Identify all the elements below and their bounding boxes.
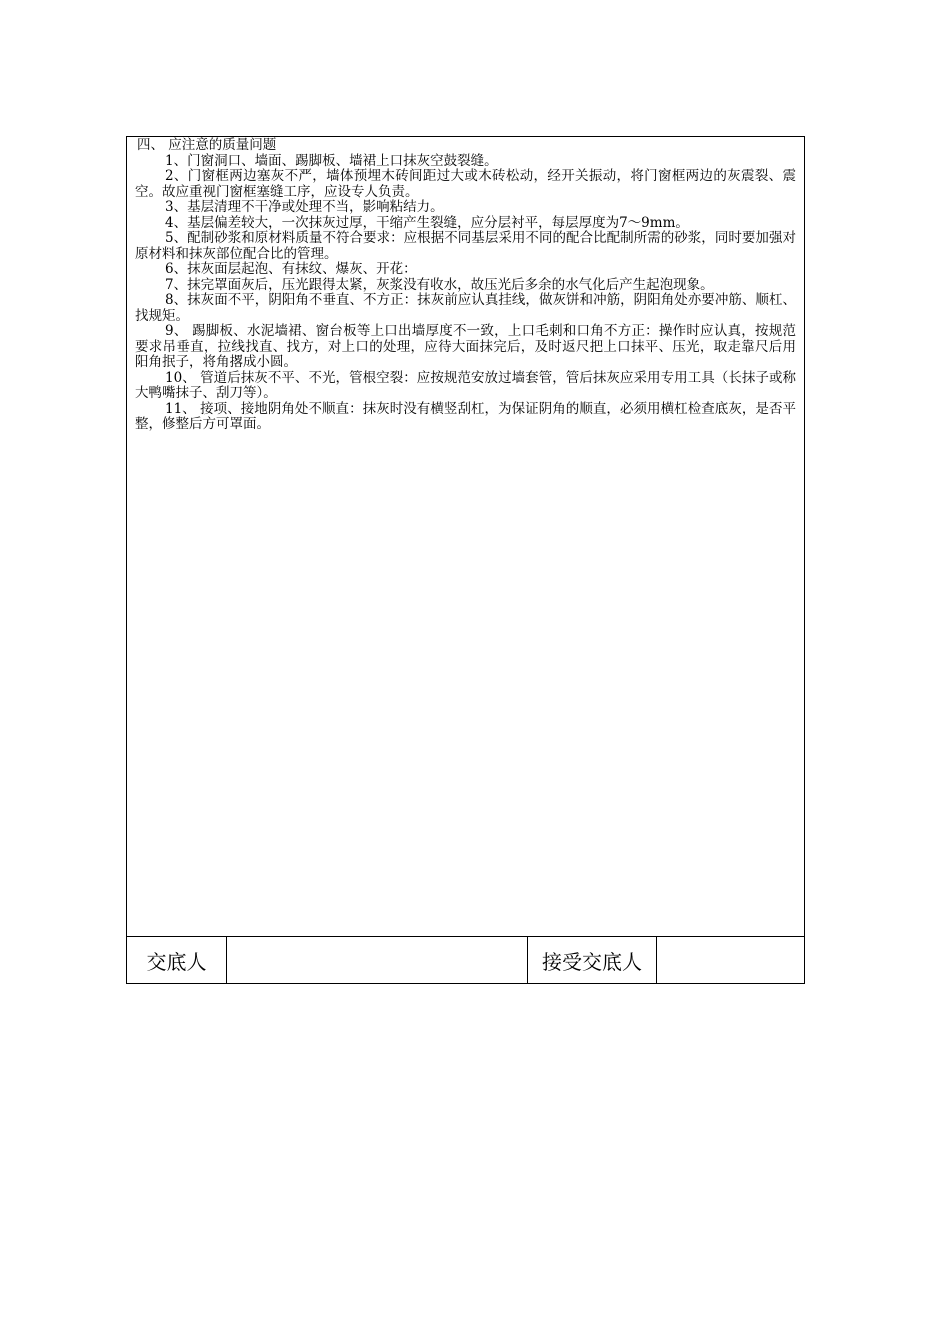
list-item: 1、门窗洞口、墙面、踢脚板、墙裙上口抹灰空鼓裂缝。 [165,152,498,169]
receiver-signature-field[interactable] [657,937,804,983]
list-item: 9、 踢脚板、水泥墙裙、窗台板等上口出墙厚度不一致，上口毛刺和口角不方正：操作时应认真，按规范要求吊垂直，拉线找直、找方，对上口的处理，应待大面抹完后，及时返尺把上口抹平、压光，取走靠尺后用阳角抿子，将角撂成小圆。 [135,323,796,370]
disclosure-form [126,136,805,984]
list-item: 7、抹完罩面灰后，压光跟得太紧，灰浆没有收水，故压光后多余的水气化后产生起泡现象。 [165,276,714,293]
presenter-label: 交底人 [127,937,227,983]
list-item: 5、配制砂浆和原材料质量不符合要求：应根据不同基层采用不同的配合比配制所需的砂浆，同时要加强对原材料和抹灰部位配合比的管理。 [135,230,796,262]
list-item: 10、 管道后抹灰不平、不光，管根空裂：应按规范安放过墙套管，管后抹灰应采用专用工具（长抹子或称大鸭嘴抹子、刮刀等）。 [135,369,796,401]
signature-row [127,937,804,983]
list-item: 2、门窗框两边塞灰不严，墙体预埋木砖间距过大或木砖松动，经开关振动，将门窗框两边的灰震裂、震空。故应重视门窗框塞缝工序，应设专人负责。 [135,168,796,200]
receiver-label: 接受交底人 [528,937,657,983]
list-item: 4、基层偏差较大，一次抹灰过厚，干缩产生裂缝，应分层衬平，每层厚度为7～9mm。 [165,214,689,231]
list-item: 8、抹灰面不平，阴阳角不垂直、不方正：抹灰前应认真挂线，做灰饼和冲筋，阴阳角处亦要冲筋、顺杠、找规矩。 [135,292,796,324]
content-cell [127,137,804,937]
list-item: 3、基层清理不干净或处理不当，影响粘结力。 [165,199,444,215]
list-item: 11、 接项、接地阴角处不顺直：抹灰时没有横竖刮杠，为保证阴角的顺直，必须用横杠检查底灰，是否平整，修整后方可罩面。 [135,400,796,432]
presenter-signature-field[interactable] [227,937,528,983]
section-title: 四、 应注意的质量问题 [137,137,277,153]
list-item: 6、抹灰面层起泡、有抹纹、爆灰、开花： [165,261,417,277]
